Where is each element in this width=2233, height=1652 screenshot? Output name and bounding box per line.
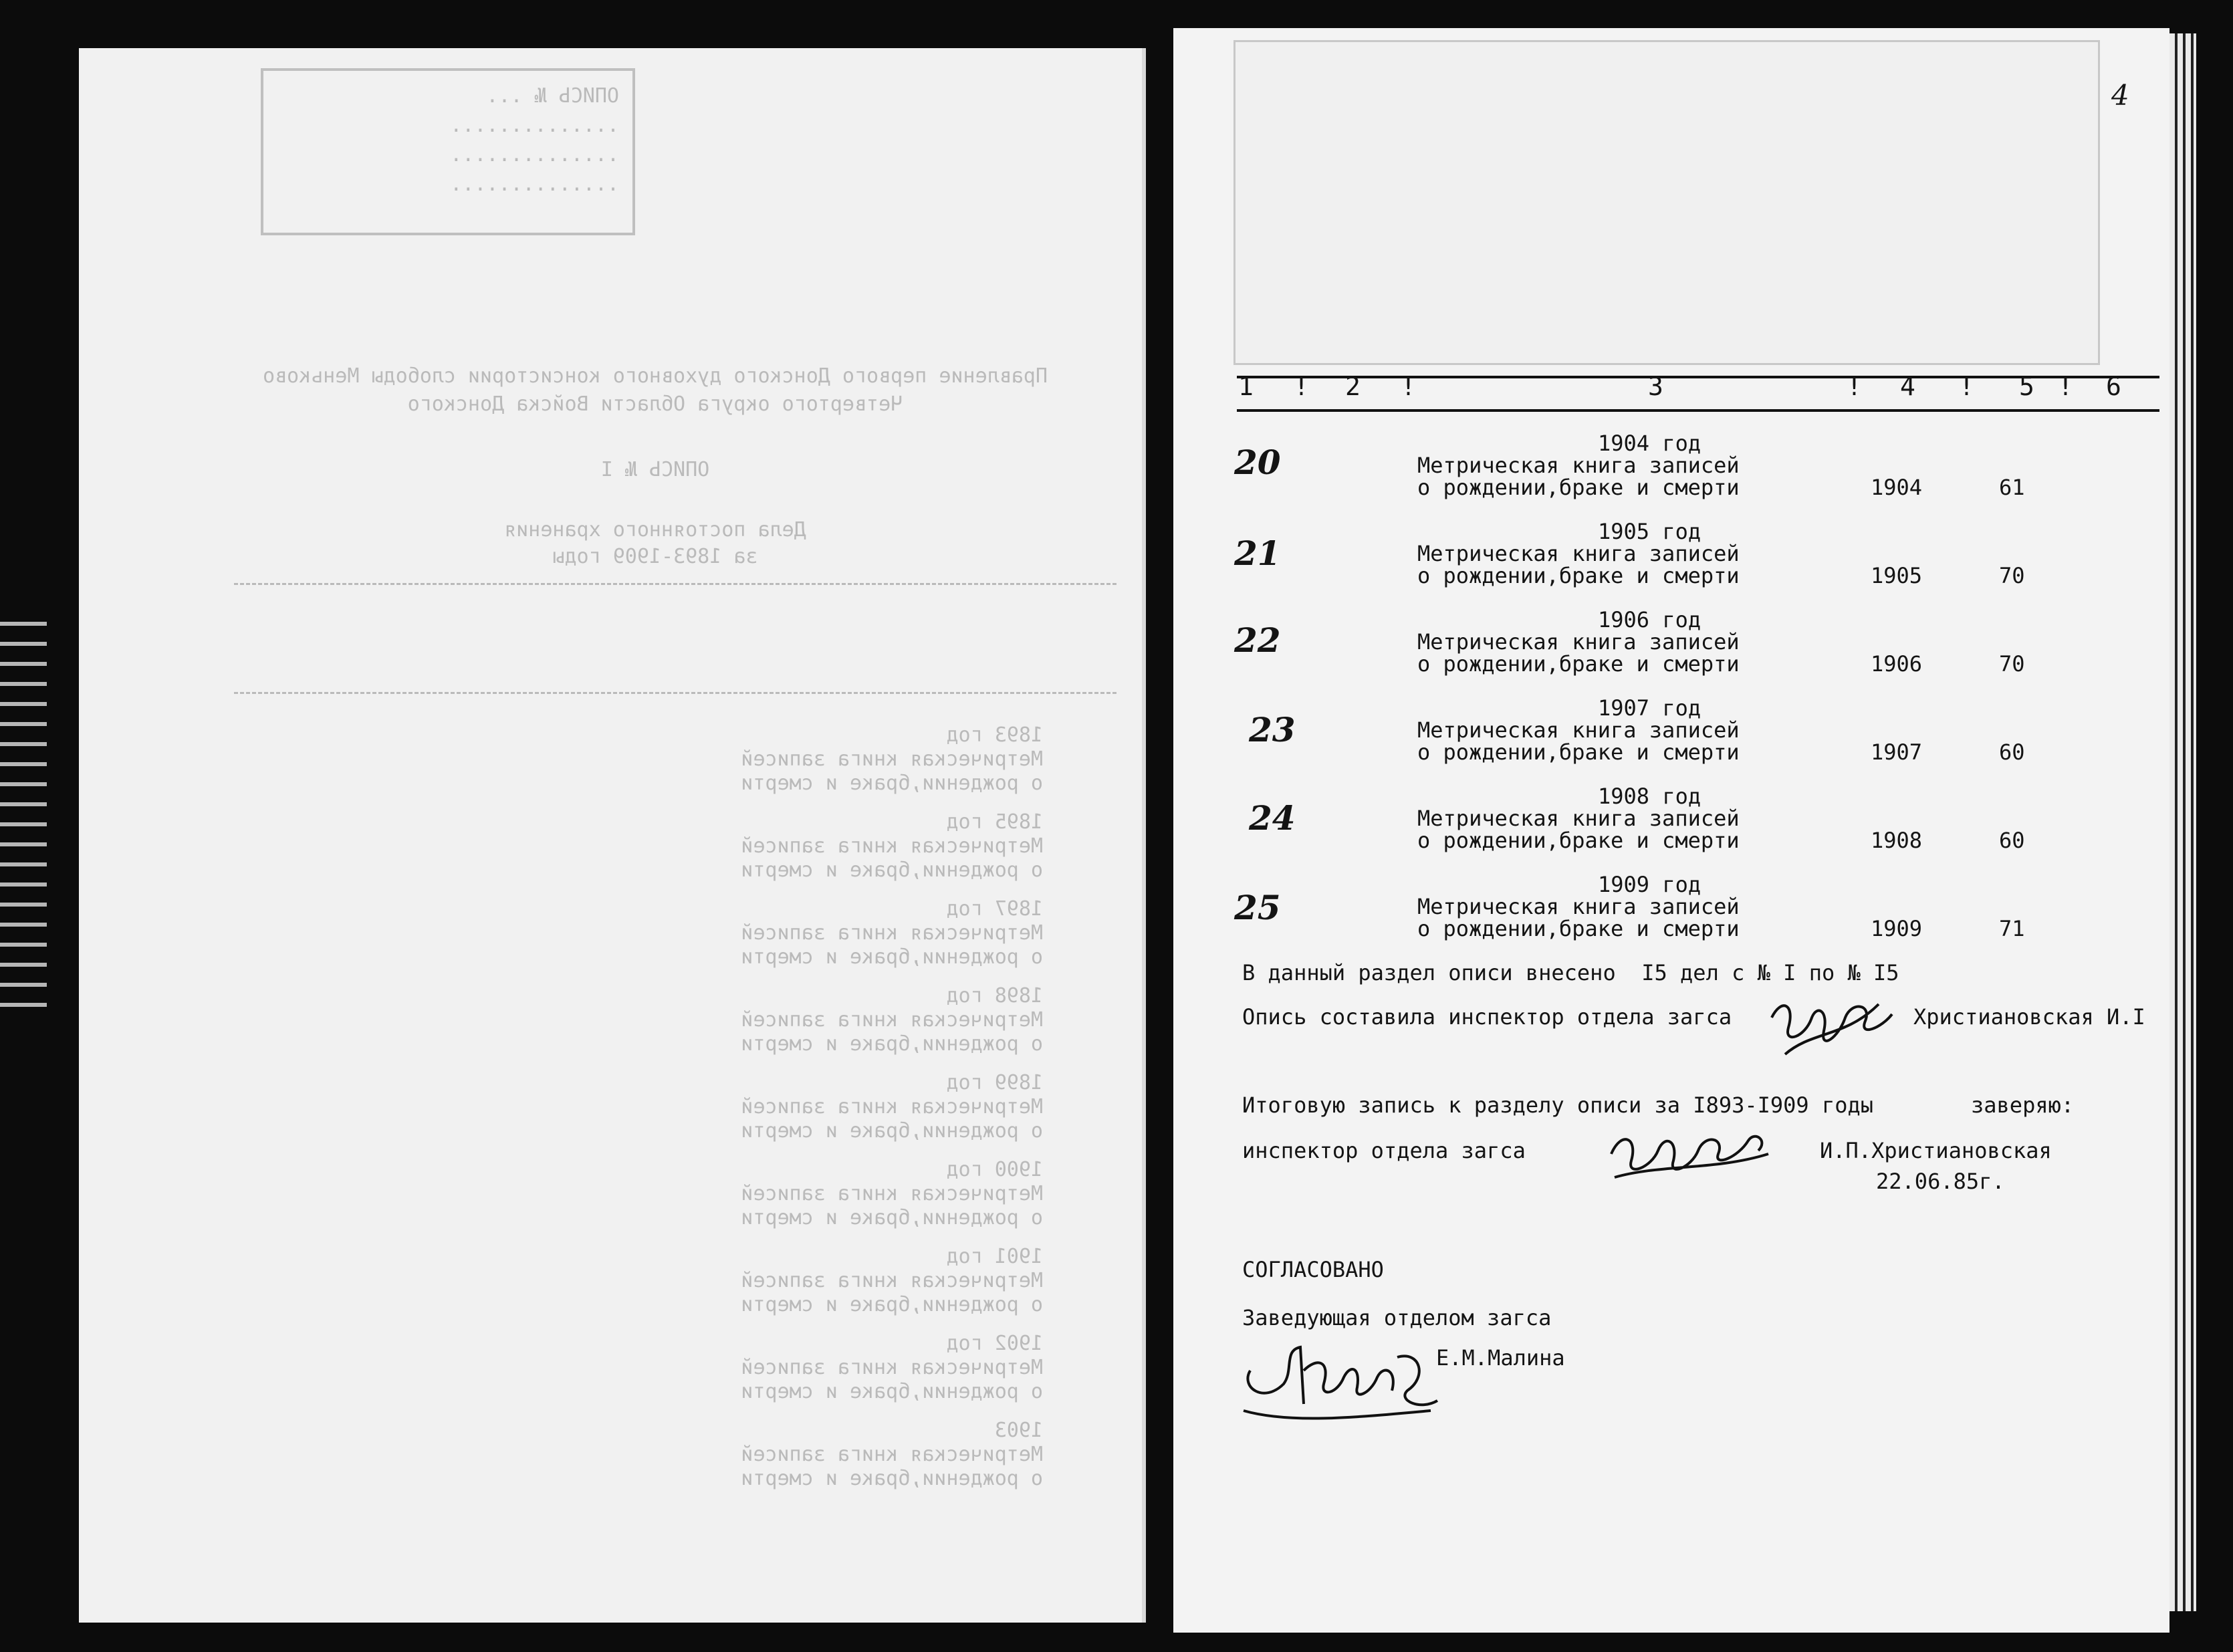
stamp-line: .............. <box>450 172 619 196</box>
compiled-by-label: Опись составила инспектор отдела загса <box>1242 1004 1732 1030</box>
entry-number: 22 <box>1234 620 1281 660</box>
col-header-5: 5 <box>2019 372 2034 401</box>
entry-description: о рождении,браке и смерти <box>1417 828 1740 853</box>
entry-description: о рождении,браке и смерти <box>1417 475 1740 500</box>
col-header-separator: ! <box>2058 372 2073 401</box>
bleed-entry <box>241 984 1043 1056</box>
entry-sheets: 60 <box>1999 739 2025 765</box>
bleed-entry <box>241 897 1043 969</box>
bleed-header-line: Четвертого округа Области Войска Донского <box>407 392 903 416</box>
previous-page-bleed-box <box>1233 40 2100 365</box>
bleed-entry-year: 1900 год <box>946 1158 1043 1181</box>
entry-year-label: 1905 год <box>1598 519 1701 544</box>
bleed-entry-line: о рождении,браке и смерти <box>741 858 1043 882</box>
entry-number: 21 <box>1234 534 1281 573</box>
bleed-entry-line: Метрическая книга записей <box>741 834 1043 858</box>
col-header-3: 3 <box>1648 372 1663 401</box>
bleed-header-line: ОПИСЬ № I <box>600 458 710 481</box>
folio-number: 4 <box>2111 79 2129 112</box>
bleed-entry-year: 1903 <box>994 1419 1043 1442</box>
entry-year-label: 1906 год <box>1598 607 1701 632</box>
bleed-entry-line: Метрическая книга записей <box>741 1095 1043 1118</box>
bleed-entry-year: 1899 год <box>946 1071 1043 1094</box>
inspector-name: И.П.Христиановская <box>1820 1138 2052 1163</box>
entry-number: 20 <box>1234 443 1281 482</box>
inspector-signature-1 <box>1765 991 1899 1064</box>
head-title: Заведующая отделом загса <box>1242 1305 1552 1330</box>
bleed-entry <box>241 1332 1043 1404</box>
entry-description: о рождении,браке и смерти <box>1417 916 1740 941</box>
bleed-entry <box>241 1245 1043 1317</box>
entry-description: Метрическая книга записей <box>1417 629 1740 655</box>
entry-sheets: 70 <box>1999 651 2025 677</box>
bleed-entry-line: о рождении,браке и смерти <box>741 945 1043 969</box>
bleed-header-line: Дела постоянного хранения <box>504 518 806 542</box>
entry-description: о рождении,браке и смерти <box>1417 563 1740 588</box>
bleed-entry <box>241 723 1043 796</box>
certify-word: заверяю: <box>1971 1092 2075 1118</box>
col-header-4: 4 <box>1900 372 1915 401</box>
bleed-entry-line: о рождении,браке и смерти <box>741 1467 1043 1490</box>
bleed-header-line: Правление первого Донского духовного консистории слободы Меньково <box>263 364 1048 388</box>
binding-thread <box>0 622 47 1010</box>
bleed-entry-line: о рождении,браке и смерти <box>741 1293 1043 1316</box>
bleed-entry-line: о рождении,браке и смерти <box>741 1206 1043 1229</box>
entry-dates: 1904 <box>1871 475 1923 500</box>
entry-dates: 1907 <box>1871 739 1923 765</box>
entry-sheets: 71 <box>1999 916 2025 941</box>
bleed-entry-line: Метрическая книга записей <box>741 1008 1043 1032</box>
bleed-entry <box>241 810 1043 882</box>
entry-description: Метрическая книга записей <box>1417 541 1740 566</box>
bleed-entry-line: Метрическая книга записей <box>741 1269 1043 1292</box>
bleed-entry-year: 1902 год <box>946 1332 1043 1355</box>
bleed-entry-line: Метрическая книга записей <box>741 747 1043 771</box>
page-edges <box>2169 33 2196 1611</box>
entry-sheets: 70 <box>1999 563 2025 588</box>
entry-year-label: 1904 год <box>1598 431 1701 456</box>
col-header-separator: ! <box>1401 372 1416 401</box>
entry-number: 23 <box>1249 710 1296 749</box>
col-header-2: 2 <box>1345 372 1361 401</box>
stamp-line: ОПИСЬ № ... <box>486 84 619 108</box>
bleed-entry-line: Метрическая книга записей <box>741 1182 1043 1205</box>
entry-dates: 1908 <box>1871 828 1923 853</box>
bleed-entry-year: 1895 год <box>946 810 1043 834</box>
entry-number: 24 <box>1249 798 1296 838</box>
compiled-name: Христиановская И.I <box>1913 1004 2145 1030</box>
entry-sheets: 60 <box>1999 828 2025 853</box>
entry-dates: 1909 <box>1871 916 1923 941</box>
entry-year-label: 1907 год <box>1598 695 1701 721</box>
approved-label: СОГЛАСОВАНО <box>1242 1257 1384 1282</box>
col-header-separator: ! <box>1294 372 1309 401</box>
bleed-entry-line: о рождении,браке и смерти <box>741 1032 1043 1056</box>
bleed-entry-line: о рождении,браке и смерти <box>741 772 1043 795</box>
entry-description: о рождении,браке и смерти <box>1417 651 1740 677</box>
col-header-separator: ! <box>1847 372 1862 401</box>
entry-description: Метрическая книга записей <box>1417 453 1740 478</box>
col-header-6: 6 <box>2106 372 2121 401</box>
bleed-entry-year: 1893 год <box>946 723 1043 747</box>
bleed-entry <box>241 1419 1043 1491</box>
entry-year-label: 1908 год <box>1598 784 1701 809</box>
col-header-separator: ! <box>1959 372 1974 401</box>
bleed-entry-year: 1898 год <box>946 984 1043 1008</box>
entry-description: Метрическая книга записей <box>1417 717 1740 743</box>
col-header-1: 1 <box>1238 372 1254 401</box>
bleed-entry-line: Метрическая книга записей <box>741 1443 1043 1466</box>
bleed-entry-line: Метрическая книга записей <box>741 921 1043 945</box>
bleed-header-line: за 1893-1909 годы <box>552 545 758 568</box>
bleed-table-header <box>234 583 1116 694</box>
entry-dates: 1906 <box>1871 651 1923 677</box>
entry-description: о рождении,браке и смерти <box>1417 739 1740 765</box>
stamp-line: .............. <box>450 114 619 137</box>
entry-sheets: 61 <box>1999 475 2025 500</box>
certify-line: Итоговую запись к разделу описи за I893-I909 годы <box>1242 1092 1874 1118</box>
table-header-rule <box>1237 409 2159 412</box>
entry-dates: 1905 <box>1871 563 1923 588</box>
inspector-signature-2 <box>1601 1120 1775 1187</box>
head-signature <box>1237 1330 1444 1431</box>
bleed-entry <box>241 1158 1043 1230</box>
entry-description: Метрическая книга записей <box>1417 806 1740 831</box>
entry-number: 25 <box>1234 888 1281 927</box>
head-name: Е.М.Малина <box>1436 1345 1565 1371</box>
bleed-entry-year: 1897 год <box>946 897 1043 921</box>
bleed-entry-line: Метрическая книга записей <box>741 1356 1043 1379</box>
bleed-entry-year: 1901 год <box>946 1245 1043 1268</box>
inspector-label: инспектор отдела загса <box>1242 1138 1526 1163</box>
bleed-entry <box>241 1071 1043 1143</box>
bleed-entry-line: о рождении,браке и смерти <box>741 1380 1043 1403</box>
bleed-entry-line: о рождении,браке и смерти <box>741 1119 1043 1143</box>
entry-year-label: 1909 год <box>1598 872 1701 897</box>
bleed-through-text <box>80 48 1143 1623</box>
entry-description: Метрическая книга записей <box>1417 894 1740 919</box>
signature-date: 22.06.85г. <box>1876 1169 2005 1194</box>
stamp-line: .............. <box>450 143 619 166</box>
summary-line: В данный раздел описи внесено I5 дел с № I по № I5 <box>1242 960 1899 985</box>
archive-stamp <box>261 68 635 235</box>
